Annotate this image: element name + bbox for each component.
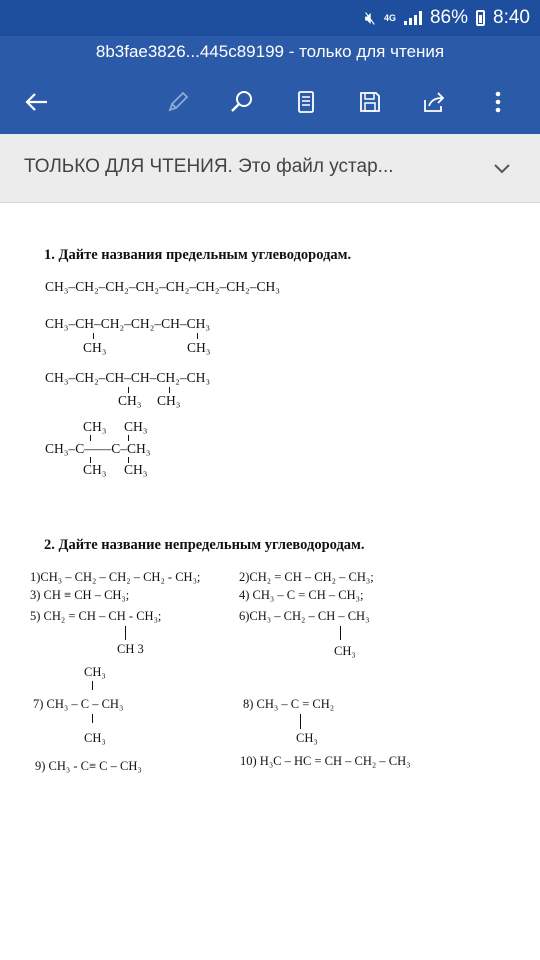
mute-icon: 🔇︎ [364, 7, 376, 28]
more-options-button[interactable] [476, 80, 520, 124]
document-title: 8b3fae3826...445c89199 - только для чтения [95, 42, 445, 61]
formula-1-2: CH₃–CH–CH₂–CH₂–CH–CH₃ [45, 316, 211, 331]
formula-1-3: CH₃–CH₂–CH–CH–CH₂–CH₃ [45, 370, 211, 385]
bond-line [125, 626, 126, 640]
formula-2-7: 7) CH₃ – C – CH₃ [33, 697, 124, 711]
formula-1-3-branch-b: CH₃ [157, 393, 181, 408]
bond-line [93, 333, 94, 339]
formula-2-5: 5) CH₂ = CH – CH - CH₃; [30, 609, 162, 623]
read-only-banner[interactable] [0, 134, 540, 203]
bond-line [340, 626, 341, 640]
formula-2-5-branch: CH 3 [117, 642, 144, 656]
status-icons [365, 0, 530, 36]
network-type: 4G [383, 12, 396, 23]
formula-2-3: 3) CH ≡ CH – CH₃; [30, 588, 130, 602]
bond-line [300, 714, 301, 729]
formula-2-9: 9) CH₃ - C≡ C – CH₃ [35, 759, 142, 773]
formula-1-4-bottom-b: CH₃ [124, 462, 148, 477]
formula-2-1: 1)CH₃ – CH₂ – CH₂ – CH₂ - CH₃; [30, 570, 201, 584]
more-vert-icon [484, 88, 512, 116]
edit-button[interactable] [156, 80, 200, 124]
share-button[interactable] [412, 80, 456, 124]
formula-1-4-top-a: CH₃ [83, 419, 107, 434]
bond-line [197, 333, 198, 339]
reading-view-button[interactable] [284, 80, 328, 124]
bond-line [92, 714, 93, 723]
clock: 8:40 [493, 7, 530, 28]
formula-2-6: 6)CH₃ – CH₂ – CH – CH₃ [239, 609, 370, 623]
formula-2-8: 8) CH₃ – C = CH₂ [243, 697, 335, 711]
search-icon [228, 88, 256, 116]
share-icon [420, 88, 448, 116]
formula-2-10: 10) H₃C – HC = CH – CH₂ – CH₃ [240, 754, 411, 768]
back-button[interactable] [14, 80, 58, 124]
save-button[interactable] [348, 80, 392, 124]
back-arrow-icon [22, 88, 50, 116]
task2-heading: 2. Дайте название непредельным углеводородам. [44, 537, 365, 553]
formula-1-3-branch-a: CH₃ [118, 393, 142, 408]
app-bar [0, 36, 540, 134]
formula-2-7-bottom: CH₃ [84, 731, 106, 745]
signal-icon [404, 11, 422, 25]
formula-1-4-top-b: CH₃ [124, 419, 148, 434]
pencil-icon [164, 88, 192, 116]
save-icon [356, 88, 384, 116]
formula-2-4: 4) CH₃ – C = CH – CH₃; [239, 588, 364, 602]
banner-text: ТОЛЬКО ДЛЯ ЧТЕНИЯ. Это файл устар... [24, 156, 394, 177]
formula-2-7-top: CH₃ [84, 665, 106, 679]
toolbar [0, 80, 540, 124]
document-page [0, 203, 540, 960]
reading-view-icon [292, 88, 320, 116]
formula-1-1: CH₃–CH₂–CH₂–CH₂–CH₂–CH₂–CH₂–CH₃ [45, 279, 280, 294]
formula-2-6-branch: CH₃ [334, 644, 356, 658]
status-bar [0, 0, 540, 36]
formula-1-2-branch-b: CH₃ [187, 340, 211, 355]
search-button[interactable] [220, 80, 264, 124]
chevron-down-icon[interactable] [492, 158, 512, 178]
formula-1-4: CH₃–C——C–CH₃ [45, 441, 151, 456]
task1-heading: 1. Дайте названия предельным углеводородам. [44, 247, 352, 263]
battery-icon [476, 10, 485, 26]
battery-percent: 86% [429, 7, 469, 28]
formula-2-8-branch: CH₃ [296, 731, 318, 745]
formula-2-2: 2)CH₂ = CH – CH₂ – CH₃; [239, 570, 374, 584]
formula-1-2-branch-a: CH₃ [83, 340, 107, 355]
formula-1-4-bottom-a: CH₃ [83, 462, 107, 477]
bond-line [92, 681, 93, 690]
